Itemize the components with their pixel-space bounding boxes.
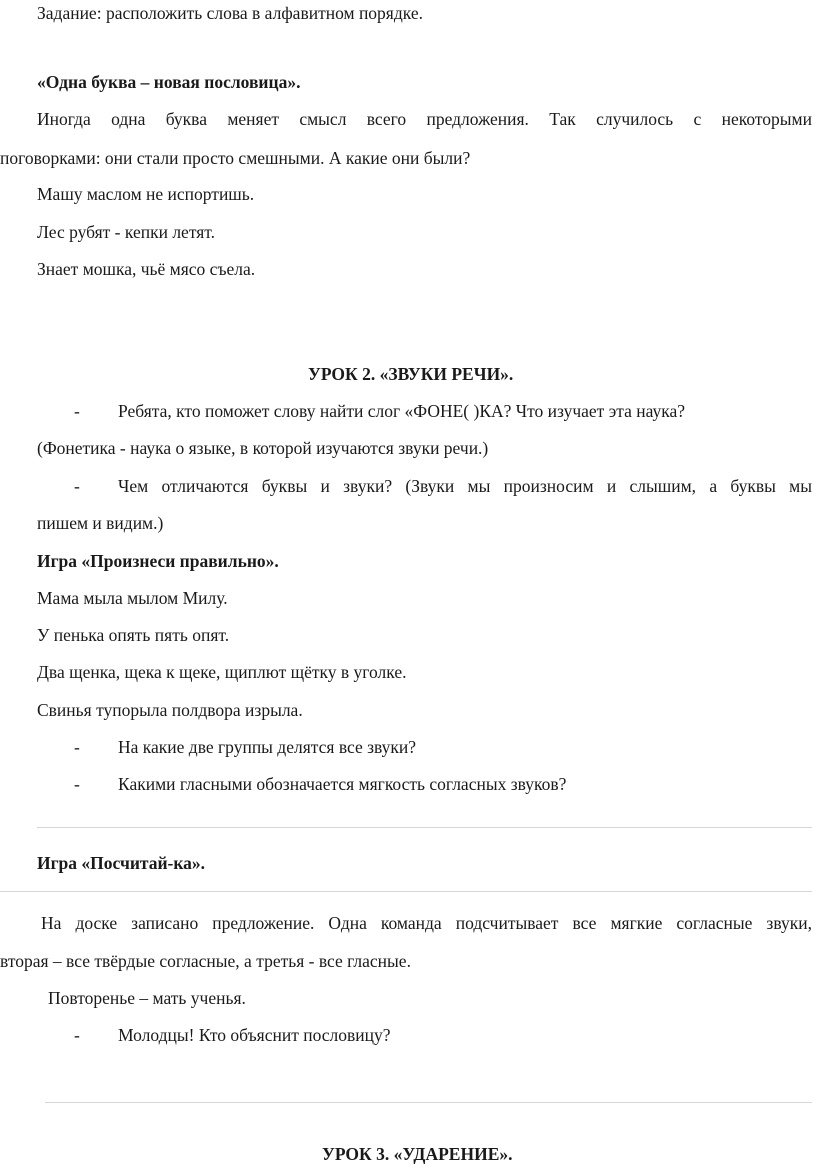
question-4: Какими гласными обозначается мягкость согласных звуков? (118, 774, 567, 794)
section-heading: «Одна буква – новая пословица». (37, 72, 301, 92)
game-2-description-line (41, 912, 812, 934)
question-5: Молодцы! Кто объяснит пословицу? (118, 1025, 391, 1045)
saying: Знает мошка, чьё мясо съела. (37, 259, 256, 279)
bullet-dash: - (74, 401, 80, 421)
answer-1: (Фонетика - наука о языке, в которой изучаются звуки речи.) (37, 438, 489, 458)
intro-line-1: Иногда одна буква меняет смысл всего предложения. Так случилось с некоторыми (37, 109, 812, 129)
lesson-3-title: УРОК 3. «УДАРЕНИЕ». (322, 1144, 513, 1164)
lesson-2-title: УРОК 2. «ЗВУКИ РЕЧИ». (308, 364, 514, 384)
question-3: На какие две группы делятся все звуки? (118, 737, 417, 757)
game-2-title: Игра «Посчитай-ка». (37, 853, 206, 873)
intro-paragraph-line-2: поговорками: они стали просто смешными. А какие они были? (0, 148, 471, 168)
tongue-twister: Свинья тупорыла полдвора изрыла. (37, 700, 303, 720)
intro-paragraph-line (37, 108, 812, 130)
game-2-line-2: вторая – все твёрдые согласные, а третья - все гласные. (0, 951, 411, 971)
saying: Машу маслом не испортишь. (37, 184, 255, 204)
game-2-line-1: На доске записано предложение. Одна команда подсчитывает все мягкие согласные звуки, (41, 913, 812, 933)
tongue-twister: У пенька опять пять опят. (37, 625, 230, 645)
question-2-line-1: Чем отличаются буквы и звуки? (Звуки мы произносим и слышим, а буквы мы (118, 476, 812, 496)
question-2-line-2: пишем и видим.) (37, 513, 164, 533)
bullet-dash: - (74, 476, 80, 496)
divider (0, 891, 812, 892)
question-1: Ребята, кто поможет слову найти слог «ФОНЕ( )КА? Что изучает эта наука? (118, 401, 685, 421)
task-line: Задание: расположить слова в алфавитном порядке. (37, 3, 423, 23)
question-2-line (118, 475, 812, 497)
bullet-dash: - (74, 737, 80, 757)
bullet-dash: - (74, 774, 80, 794)
proverb: Повторенье – мать ученья. (48, 988, 246, 1008)
game-1-title: Игра «Произнеси правильно». (37, 551, 279, 571)
divider (45, 1102, 812, 1103)
tongue-twister: Мама мыла мылом Милу. (37, 588, 228, 608)
saying: Лес рубят - кепки летят. (37, 222, 215, 242)
tongue-twister: Два щенка, щека к щеке, щиплют щётку в уголке. (37, 662, 407, 682)
bullet-dash: - (74, 1025, 80, 1045)
divider (37, 827, 812, 828)
